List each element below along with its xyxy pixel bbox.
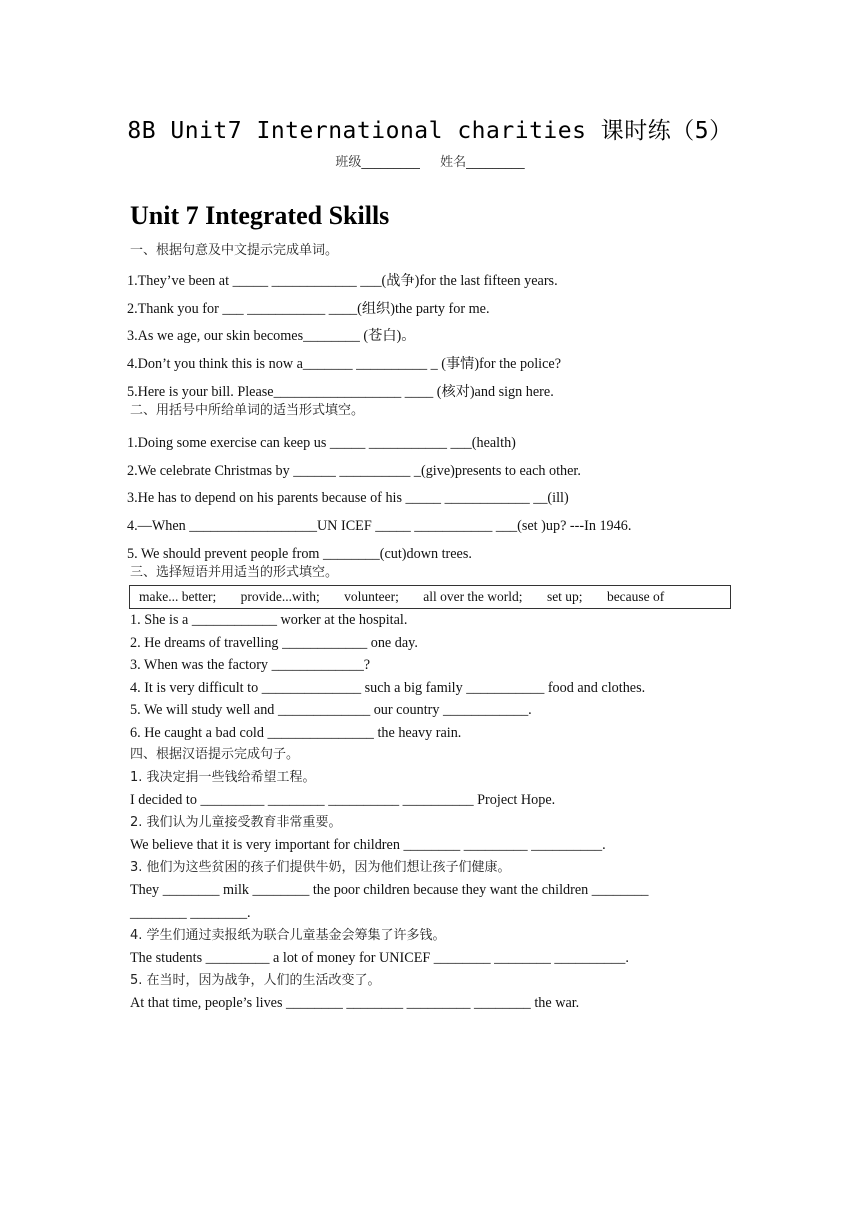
section4-heading: 四、根据汉语提示完成句子。 xyxy=(130,747,300,762)
phrase-item: make... better; xyxy=(139,589,217,604)
section2-item-3: 3.He has to depend on his parents because of his _____ ____________ __(ill) xyxy=(127,490,569,506)
section4-item-3-en: They ________ milk ________ the poor children because they want the children ________ xyxy=(130,882,649,898)
class-label: 班级_________ xyxy=(335,155,420,170)
section3-item-1: 1. She is a ____________ worker at the hospital. xyxy=(130,612,408,628)
section2-item-2: 2.We celebrate Christmas by ______ __________ _(give)presents to each other. xyxy=(127,463,581,479)
section2-item-4: 4.—When __________________UN ICEF _____ ___________ ___(set )up? ---In 1946. xyxy=(127,518,632,534)
section1-item-5: 5.Here is your bill. Please__________________ ____ (核对)and sign here. xyxy=(127,384,554,400)
section3-heading: 三、选择短语并用适当的形式填空。 xyxy=(130,565,339,580)
section2-heading: 二、用括号中所给单词的适当形式填空。 xyxy=(130,403,365,418)
phrase-item: all over the world; xyxy=(423,589,523,604)
section4-item-5-en: At that time, people’s lives ________ ________ _________ ________ the war. xyxy=(130,995,580,1011)
section2-item-1: 1.Doing some exercise can keep us _____ ___________ ___(health) xyxy=(127,435,516,451)
section4-item-2-zh: 2. 我们认为儿童接受教育非常重要。 xyxy=(130,815,342,830)
section1-item-3: 3.As we age, our skin becomes________ (苍白)。 xyxy=(127,328,416,344)
class-name-line xyxy=(0,151,860,170)
section2-item-5: 5. We should prevent people from ________(cut)down trees. xyxy=(127,546,472,562)
phrase-item: set up; xyxy=(546,589,583,604)
section4-item-1-en: I decided to _________ ________ __________ __________ Project Hope. xyxy=(130,792,556,808)
section4-item-4-zh: 4. 学生们通过卖报纸为联合儿童基金会筹集了许多钱。 xyxy=(130,928,446,943)
section4-item-1-zh: 1. 我决定捐一些钱给希望工程。 xyxy=(130,770,316,785)
unit-heading: Unit 7 Integrated Skills xyxy=(130,201,390,230)
section1-item-2: 2.Thank you for ___ ___________ ____(组织)the party for me. xyxy=(127,301,490,317)
section1-item-4: 4.Don’t you think this is now a_______ __________ _ (事情)for the police? xyxy=(127,356,561,372)
name-label: 姓名_________ xyxy=(440,155,525,170)
phrase-item: provide...with; xyxy=(240,589,320,604)
section1-heading: 一、根据句意及中文提示完成单词。 xyxy=(130,243,339,258)
section3-item-6: 6. He caught a bad cold _______________ the heavy rain. xyxy=(130,725,462,741)
section4-item-4-en: The students _________ a lot of money for UNICEF ________ ________ __________. xyxy=(130,950,629,966)
page-title: 8B Unit7 International charities 课时练（5） xyxy=(127,118,733,144)
section4-item-5-zh: 5. 在当时，因为战争，人们的生活改变了。 xyxy=(130,973,381,988)
section1-item-1: 1.They’ve been at _____ ____________ ___(战争)for the last fifteen years. xyxy=(127,273,558,289)
section3-item-2: 2. He dreams of travelling ____________ one day. xyxy=(130,635,418,651)
section3-item-5: 5. We will study well and _____________ our country ____________. xyxy=(130,702,532,718)
phrase-item: volunteer; xyxy=(344,589,399,604)
section4-item-2-en: We believe that it is very important for children ________ _________ __________. xyxy=(130,837,606,853)
section4-item-3-zh: 3. 他们为这些贫困的孩子们提供牛奶，因为他们想让孩子们健康。 xyxy=(130,860,511,875)
section3-item-3: 3. When was the factory _____________? xyxy=(130,657,371,673)
section3-item-4: 4. It is very difficult to ______________ such a big family ___________ food and clothes. xyxy=(130,680,646,696)
section4-item-3-en-cont: ________ ________. xyxy=(130,905,251,921)
phrase-item: because of xyxy=(606,589,665,604)
phrase-box xyxy=(129,585,731,609)
